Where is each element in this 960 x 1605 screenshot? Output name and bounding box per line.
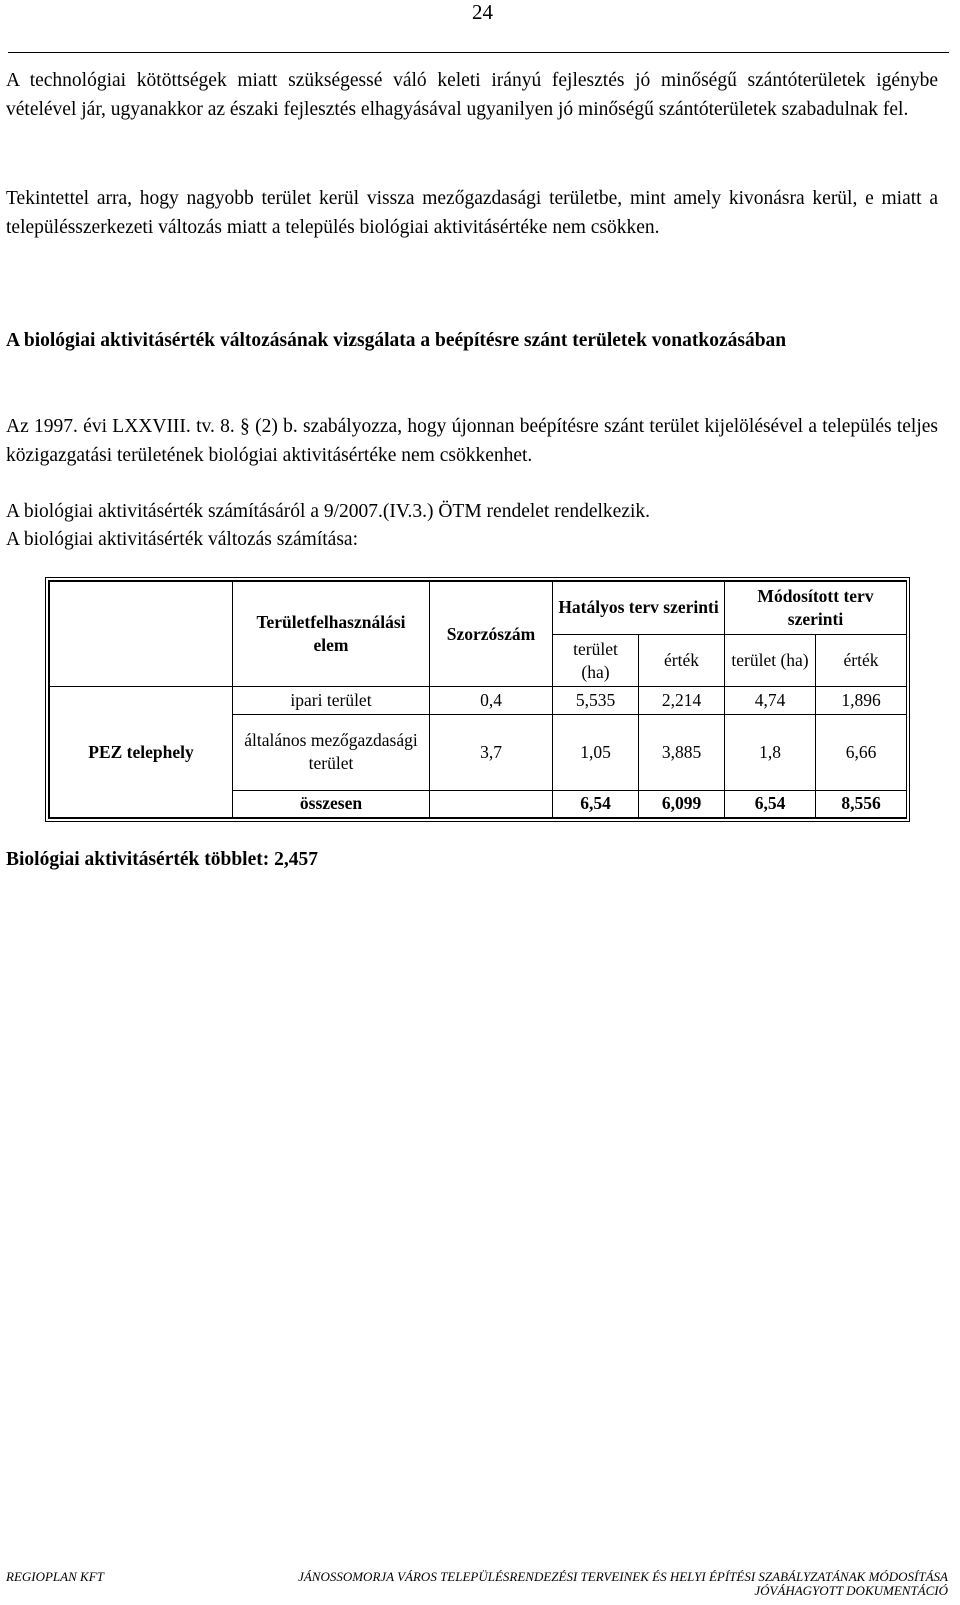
empty-header-cell (50, 582, 233, 687)
header-current-plan: Hatályos terv szerinti (553, 582, 725, 635)
table-row (50, 687, 907, 714)
header-current-value: érték (639, 634, 725, 687)
row-current-area: 5,535 (553, 687, 639, 714)
paragraph-3: Az 1997. évi LXXVIII. tv. 8. § (2) b. szabályozza, hogy újonnan beépítésre szánt terület kijelölésével a település teljes közigazgatási területének biológiai aktivitásértéke nem csökkenhet. (6, 416, 938, 466)
total-current-value: 6,099 (639, 790, 725, 817)
footer-document-title (220, 1570, 948, 1598)
paragraph-2: Tekintettel arra, hogy nagyobb terület kerül vissza mezőgazdasági területbe, mint amely kivonásra kerül, e miatt a településszerkezeti változás miatt a település biológiai aktivitásértéke nem csökken. (6, 188, 938, 238)
row-name: általános mezőgazdasági terület (233, 714, 430, 790)
site-name-cell: PEZ telephely (50, 687, 233, 818)
row-modified-area: 4,74 (725, 687, 816, 714)
header-current-area: terület (ha) (553, 634, 639, 687)
header-multiplier: Szorzószám (430, 582, 553, 687)
paragraph-4: A biológiai aktivitásérték számításáról a 9/2007.(IV.3.) ÖTM rendelet rendelkezik. (6, 501, 651, 522)
paragraph-5: A biológiai aktivitásérték változás számítása: (6, 529, 358, 550)
header-divider (8, 52, 949, 53)
header-land-use: Területfelhasználási elem (233, 582, 430, 687)
row-name: ipari terület (233, 687, 430, 714)
total-modified-value: 8,556 (816, 790, 907, 817)
footer-title-line-2: JÓVÁHAGYOTT DOKUMENTÁCIÓ (754, 1583, 948, 1598)
header-modified-value: érték (816, 634, 907, 687)
section-heading: A biológiai aktivitásérték változásának vizsgálata a beépítésre szánt területek vonatkozásában (6, 330, 787, 351)
total-label: összesen (233, 790, 430, 817)
row-multiplier: 3,7 (430, 714, 553, 790)
row-current-value: 3,885 (639, 714, 725, 790)
row-multiplier: 0,4 (430, 687, 553, 714)
total-current-area: 6,54 (553, 790, 639, 817)
biological-activity-table (48, 580, 907, 819)
row-current-area: 1,05 (553, 714, 639, 790)
total-multiplier-empty (430, 790, 553, 817)
paragraph-1: A technológiai kötöttségek miatt szükségessé váló keleti irányú fejlesztés jó minőségű szántóterületek igénybe vételével jár, ugyanakkor az északi fejlesztés elhagyásával ugyanilyen jó minőségű szántóterületek szabadulnak fel. (6, 70, 938, 120)
total-modified-area: 6,54 (725, 790, 816, 817)
footer-company: REGIOPLAN KFT (6, 1569, 104, 1584)
row-modified-area: 1,8 (725, 714, 816, 790)
footer-title-line-1: JÁNOSSOMORJA VÁROS TELEPÜLÉSRENDEZÉSI TERVEINEK ÉS HELYI ÉPÍTÉSI SZABÁLYZATÁNAK MÓDOSÍTÁSA (298, 1569, 948, 1584)
row-modified-value: 1,896 (816, 687, 907, 714)
page-number: 24 (472, 0, 493, 24)
row-current-value: 2,214 (639, 687, 725, 714)
header-modified-plan: Módosított terv szerinti (725, 582, 907, 635)
row-modified-value: 6,66 (816, 714, 907, 790)
summary-surplus: Biológiai aktivitásérték többlet: 2,457 (6, 849, 318, 870)
header-modified-area: terület (ha) (725, 634, 816, 687)
